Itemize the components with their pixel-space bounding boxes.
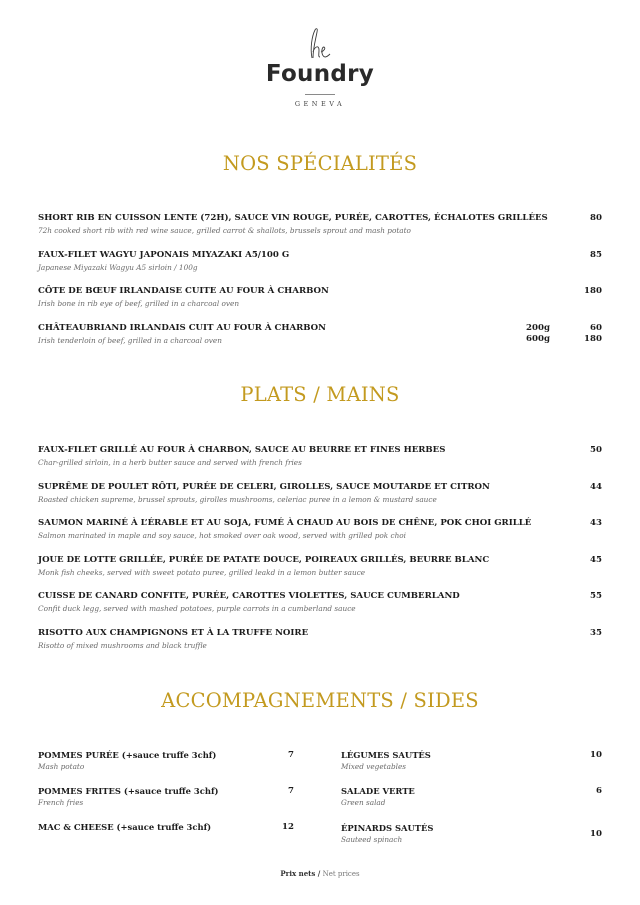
item-name: RISOTTO AUX CHAMPIGNONS ET À LA TRUFFE NOIRE xyxy=(38,628,309,638)
item-price: 10 xyxy=(590,829,602,839)
item-description: Green salad xyxy=(341,798,386,807)
footer-fr: Prix nets / xyxy=(280,869,321,878)
item-description: French fries xyxy=(38,798,84,807)
brand-city: GENEVA xyxy=(294,100,346,108)
item-price: 6 xyxy=(596,786,602,796)
item-name: MAC & CHEESE (+sauce truffe 3chf) xyxy=(38,822,212,832)
item-price: 45 xyxy=(590,555,602,565)
item-name: ÉPINARDS SAUTÉS xyxy=(341,823,434,833)
item-description: Roasted chicken supreme, brussel sprouts, girolles mushrooms, celeriac puree in a lemon & mustard sauce xyxy=(38,495,437,504)
item-description: Sauteed spinach xyxy=(341,835,403,844)
section-title-specialites: NOS SPÉCIALITÉS xyxy=(222,152,418,175)
item-name: SHORT RIB EN CUISSON LENTE (72H), SAUCE VIN ROUGE, PURÉE, CAROTTES, ÉCHALOTES GRILLÉES xyxy=(38,213,548,223)
item-name: POMMES PURÉE (+sauce truffe 3chf) xyxy=(38,750,217,760)
item-prices xyxy=(584,323,602,345)
item-price: 12 xyxy=(282,822,294,832)
item-price: 44 xyxy=(590,482,602,492)
logo-script-mark xyxy=(296,26,336,60)
item-name: CHÂTEAUBRIAND IRLANDAIS CUIT AU FOUR À CHARBON xyxy=(38,323,327,333)
item-description: Irish bone in rib eye of beef, grilled in a charcoal oven xyxy=(38,299,240,308)
item-description: Irish tenderloin of beef, grilled in a charcoal oven xyxy=(38,336,222,345)
item-name: FAUX-FILET GRILLÉ AU FOUR À CHARBON, SAUCE AU BEURRE ET FINES HERBES xyxy=(38,445,446,455)
item-description: Char-grilled sirloin, in a herb butter sauce and served with french fries xyxy=(38,458,302,467)
item-name: SUPRÊME DE POULET RÔTI, PURÉE DE CELERI, GIROLLES, SAUCE MOUTARDE ET CITRON xyxy=(38,482,490,492)
item-description: 72h cooked short rib with red wine sauce, grilled carrot & shallots, brussels sprout and mash potato xyxy=(38,226,411,235)
item-price: 7 xyxy=(288,750,294,760)
item-description: Mixed vegetables xyxy=(341,762,407,771)
item-name: CUISSE DE CANARD CONFITE, PURÉE, CAROTTES VIOLETTES, SAUCE CUMBERLAND xyxy=(38,591,460,601)
item-description: Risotto of mixed mushrooms and black truffle xyxy=(38,641,207,650)
item-sizes xyxy=(526,323,550,345)
brand-name: Foundry xyxy=(265,61,375,87)
item-name: SAUMON MARINÉ À L’ÉRABLE ET AU SOJA, FUMÉ À CHAUD AU BOIS DE CHÊNE, POK CHOI GRILLÉ xyxy=(38,518,532,528)
item-name: JOUE DE LOTTE GRILLÉE, PURÉE DE PATATE DOUCE, POIREAUX GRILLÉS, BEURRE BLANC xyxy=(38,555,490,565)
item-price: 180 xyxy=(584,334,602,344)
item-description: Salmon marinated in maple and soy sauce, hot smoked over oak wood, served with grilled pok choi xyxy=(38,531,407,540)
item-price: 180 xyxy=(584,286,602,296)
item-price: 35 xyxy=(590,628,602,638)
section-title-sides: ACCOMPAGNEMENTS / SIDES xyxy=(161,689,479,712)
item-name: CÔTE DE BŒUF IRLANDAISE CUITE AU FOUR À CHARBON xyxy=(38,286,329,296)
item-price: 7 xyxy=(288,786,294,796)
item-name: SALADE VERTE xyxy=(341,786,415,796)
section-title-mains: PLATS / MAINS xyxy=(240,383,400,406)
item-size: 600g xyxy=(526,334,550,344)
logo-divider xyxy=(305,94,335,95)
item-price: 55 xyxy=(590,591,602,601)
item-description: Japanese Miyazaki Wagyu A5 sirloin / 100g xyxy=(38,263,198,272)
item-price: 50 xyxy=(590,445,602,455)
item-name: FAUX-FILET WAGYU JAPONAIS MIYAZAKI A5/100 G xyxy=(38,250,290,260)
footer-en: Net prices xyxy=(322,870,360,878)
item-description: Mash potato xyxy=(38,762,85,771)
item-price: 43 xyxy=(590,518,602,528)
item-description: Monk fish cheeks, served with sweet potato puree, grilled leakd in a lemon butter sauce xyxy=(38,568,366,577)
brand-logo xyxy=(0,26,640,116)
item-name: POMMES FRITES (+sauce truffe 3chf) xyxy=(38,786,219,796)
item-price: 80 xyxy=(590,213,602,223)
footer-note xyxy=(0,869,640,878)
item-size: 200g xyxy=(526,323,550,333)
item-price: 85 xyxy=(590,250,602,260)
item-price: 10 xyxy=(590,750,602,760)
item-description: Confit duck legg, served with mashed potatoes, purple carrots in a cumberland sauce xyxy=(38,604,356,613)
item-name: LÉGUMES SAUTÉS xyxy=(341,750,431,760)
item-price: 60 xyxy=(590,323,602,333)
